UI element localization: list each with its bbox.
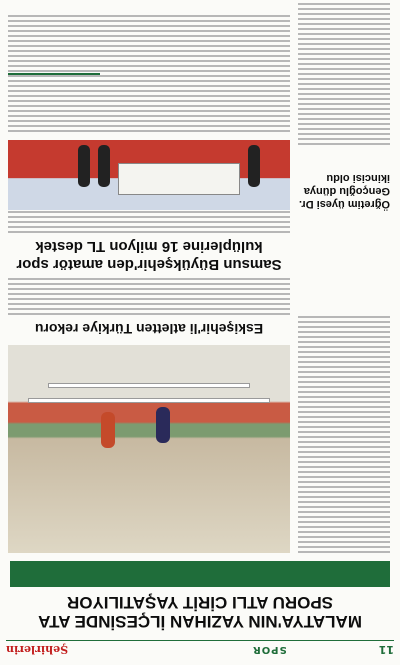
third-headline: Samsun Büyükşehir'den amatör spor kulüplerine 16 milyon TL destek <box>16 238 282 273</box>
second-body <box>8 278 290 315</box>
ceremonial-cheque <box>118 163 240 195</box>
athlete <box>156 407 170 443</box>
hurdle <box>28 398 270 403</box>
person <box>248 145 260 187</box>
masthead <box>6 640 394 659</box>
person <box>78 145 90 187</box>
hurdle <box>48 383 250 388</box>
second-headline: Eskişehir'li atletten Türkiye rekoru <box>34 321 264 337</box>
lead-deck-band <box>10 561 390 587</box>
lead-headline: MALATYA'NIN YAZIHAN İLÇESİNDE ATA SPORU ATLI CİRİT YAŞATILIYOR <box>38 593 362 631</box>
athlete <box>101 412 115 448</box>
lead-body-column-1 <box>298 316 390 553</box>
author-column-box <box>8 7 100 75</box>
third-body <box>8 211 290 233</box>
hurdles-race-photo <box>8 345 290 553</box>
page-number: 11 <box>378 643 394 657</box>
person <box>98 145 110 187</box>
section-name: SPOR <box>252 644 287 656</box>
fourth-body <box>298 0 390 145</box>
newspaper-logo: Şehirlerin <box>6 643 69 657</box>
fourth-headline: Öğretim üyesi Dr. Gençoğlu dünya ikincisi oldu <box>298 172 390 210</box>
